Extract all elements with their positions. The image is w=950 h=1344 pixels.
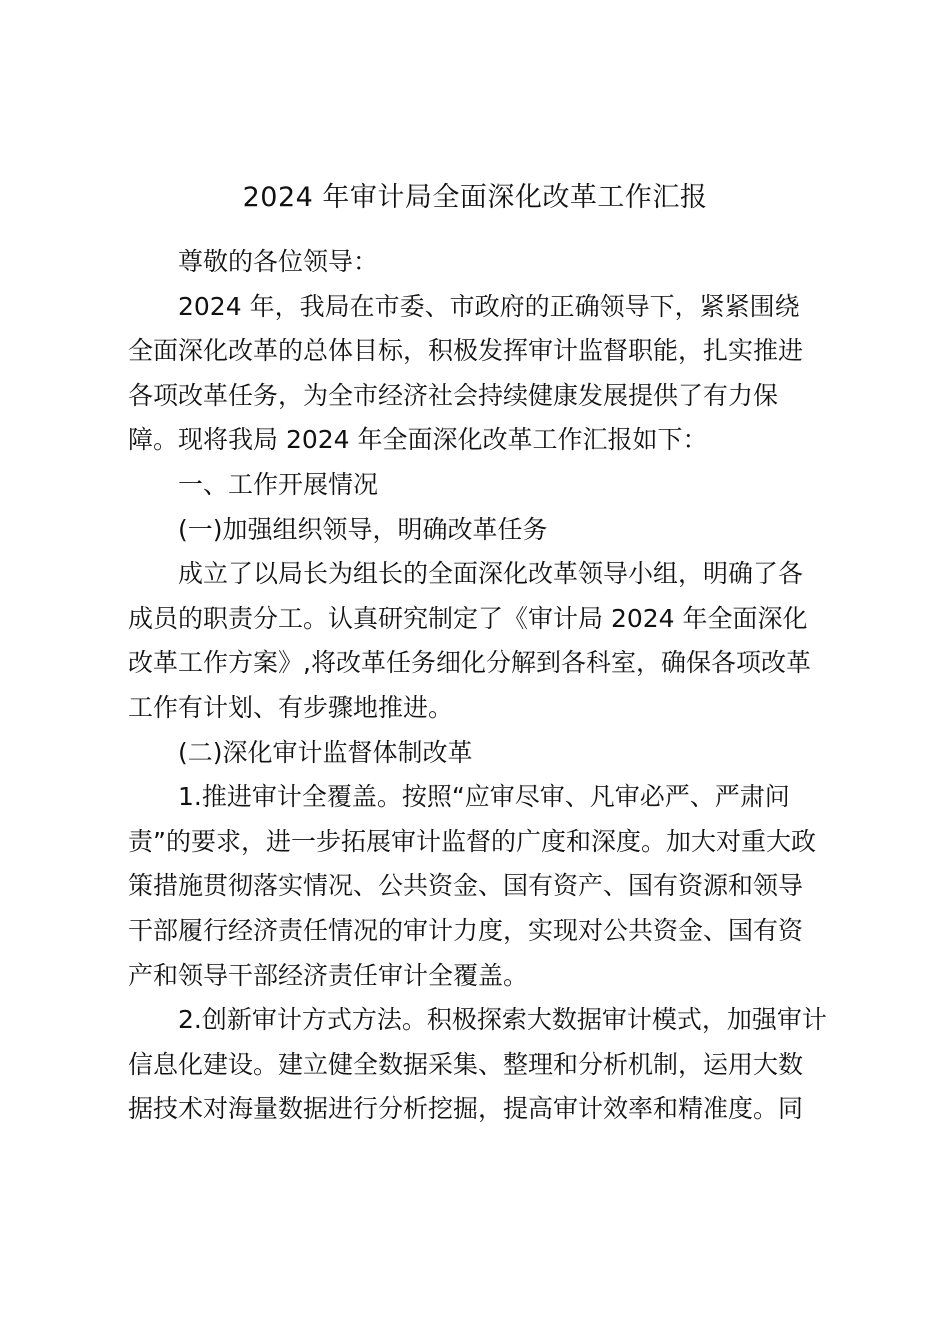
text-line: 产和领导干部经济责任审计全覆盖。 (128, 960, 529, 990)
document-title: 2024 年审计局全面深化改革工作汇报 (242, 182, 708, 213)
text-line: 各项改革任务，为全市经济社会持续健康发展提供了有力保 (128, 380, 779, 410)
text-line: 工作有计划、有步骤地推进。 (128, 692, 454, 722)
text-line: 据技术对海量数据进行分析挖掘，提高审计效率和精准度。同 (128, 1094, 804, 1124)
text-line: 成员的职责分工。认真研究制定了《审计局 2024 年全面深化 (128, 603, 808, 633)
text-line: 尊敬的各位领导： (178, 247, 379, 276)
text-line: 改革工作方案》,将改革任务细化分解到各科室，确保各项改革 (128, 648, 811, 678)
text-line: 2024 年，我局在市委、市政府的正确领导下，紧紧围绕 (178, 291, 800, 321)
text-line: 全面深化改革的总体目标，积极发挥审计监督职能，扎实推进 (128, 336, 804, 366)
text-line: 障。现将我局 2024 年全面深化改革工作汇报如下： (128, 425, 708, 455)
text-line: 1.推进审计全覆盖。按照“应审尽审、凡审必严、严肃问 (178, 782, 790, 812)
text-line: 信息化建设。建立健全数据采集、整理和分析机制，运用大数 (128, 1049, 804, 1079)
text-line: (二)深化审计监督体制改革 (178, 737, 473, 767)
text-line: 干部履行经济责任情况的审计力度，实现对公共资金、国有资 (128, 915, 804, 945)
text-line: 一、工作开展情况 (178, 469, 379, 499)
document-body (128, 240, 828, 1132)
text-line: 责”的要求，进一步拓展审计监督的广度和深度。加大对重大政 (128, 826, 816, 856)
text-line: 策措施贯彻落实情况、公共资金、国有资产、国有资源和领导 (128, 871, 804, 901)
text-line: 成立了以局长为组长的全面深化改革领导小组，明确了各 (178, 559, 804, 589)
text-line: (一)加强组织领导，明确改革任务 (178, 514, 548, 544)
text-line: 2.创新审计方式方法。积极探索大数据审计模式，加强审计 (178, 1005, 827, 1035)
